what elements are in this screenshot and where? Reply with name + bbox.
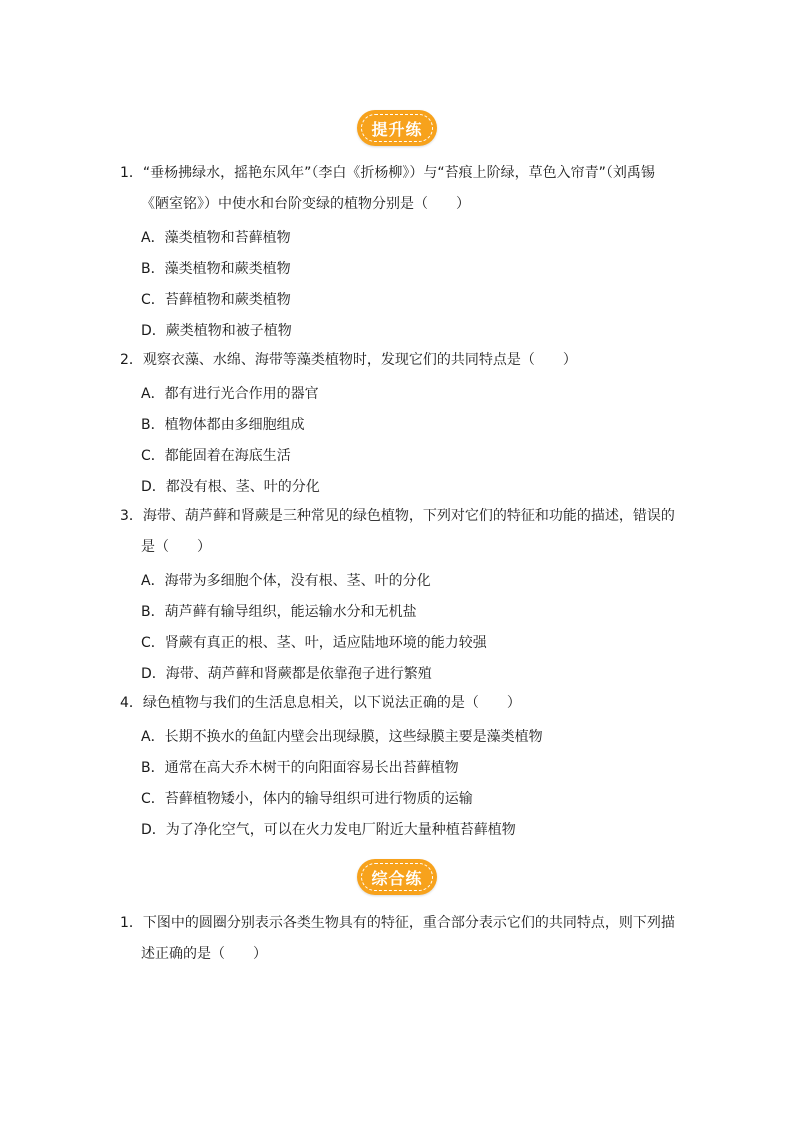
option-c: C．苔藓植物矮小，体内的输导组织可进行物质的运输 bbox=[141, 791, 473, 807]
question-number: 1． bbox=[120, 165, 143, 181]
question-2 bbox=[120, 345, 680, 376]
section-title: 提升练 bbox=[371, 119, 423, 139]
option-d: D．为了净化空气，可以在火力发电厂附近大量种植苔藓植物 bbox=[141, 822, 516, 838]
question-text-line2: 《陋室铭》）中使水和台阶变绿的植物分别是（ ） bbox=[141, 196, 470, 212]
option-b: B．通常在高大乔木树干的向阳面容易长出苔藓植物 bbox=[141, 760, 459, 776]
option-d: D．都没有根、茎、叶的分化 bbox=[141, 479, 320, 495]
option-d: D．海带、葫芦藓和肾蕨都是依靠孢子进行繁殖 bbox=[141, 666, 432, 682]
question-text-line2: 述正确的是（ ） bbox=[141, 946, 267, 962]
question-number: 1． bbox=[120, 915, 143, 931]
option-b: B．葫芦藓有输导组织，能运输水分和无机盐 bbox=[141, 604, 417, 620]
question-text-line1: “垂杨拂绿水，摇艳东风年”（李白《折杨柳》）与“苔痕上阶绿，草色入帘青”（刘禹锡 bbox=[142, 165, 655, 181]
question-number: 4． bbox=[120, 695, 143, 711]
option-a: A．都有进行光合作用的器官 bbox=[141, 386, 319, 402]
question-text-line2: 是（ ） bbox=[141, 539, 211, 555]
option-b: B．植物体都由多细胞组成 bbox=[141, 417, 305, 433]
question-4 bbox=[120, 688, 680, 719]
section-header-improve bbox=[0, 110, 794, 146]
option-c: C．都能固着在海底生活 bbox=[141, 448, 291, 464]
section-badge bbox=[357, 110, 437, 146]
question-text-line1: 下图中的圆圈分别表示各类生物具有的特征，重合部分表示它们的共同特点，则下列描 bbox=[142, 915, 675, 931]
option-d: D．蕨类植物和被子植物 bbox=[141, 323, 292, 339]
section-header-comprehensive bbox=[0, 859, 794, 895]
question-number: 2． bbox=[120, 352, 143, 368]
option-a: A．藻类植物和苔藓植物 bbox=[141, 230, 291, 246]
question-number: 3． bbox=[120, 508, 143, 524]
question-text-line1: 海带、葫芦藓和肾蕨是三种常见的绿色植物，下列对它们的特征和功能的描述，错误的 bbox=[142, 508, 675, 524]
question-text-line1: 绿色植物与我们的生活息息相关，以下说法正确的是（ ） bbox=[142, 695, 521, 711]
question-1 bbox=[120, 158, 680, 220]
section-badge bbox=[357, 859, 437, 895]
comprehensive-question-1 bbox=[120, 908, 680, 970]
option-a: A．长期不换水的鱼缸内壁会出现绿膜，这些绿膜主要是藻类植物 bbox=[141, 729, 543, 745]
question-text-line1: 观察衣藻、水绵、海带等藻类植物时，发现它们的共同特点是（ ） bbox=[142, 352, 577, 368]
option-c: C．肾蕨有真正的根、茎、叶，适应陆地环境的能力较强 bbox=[141, 635, 487, 651]
question-3 bbox=[120, 501, 680, 563]
option-a: A．海带为多细胞个体，没有根、茎、叶的分化 bbox=[141, 573, 431, 589]
section-title: 综合练 bbox=[371, 868, 423, 888]
option-c: C．苔藓植物和蕨类植物 bbox=[141, 292, 291, 308]
option-b: B．藻类植物和蕨类植物 bbox=[141, 261, 291, 277]
